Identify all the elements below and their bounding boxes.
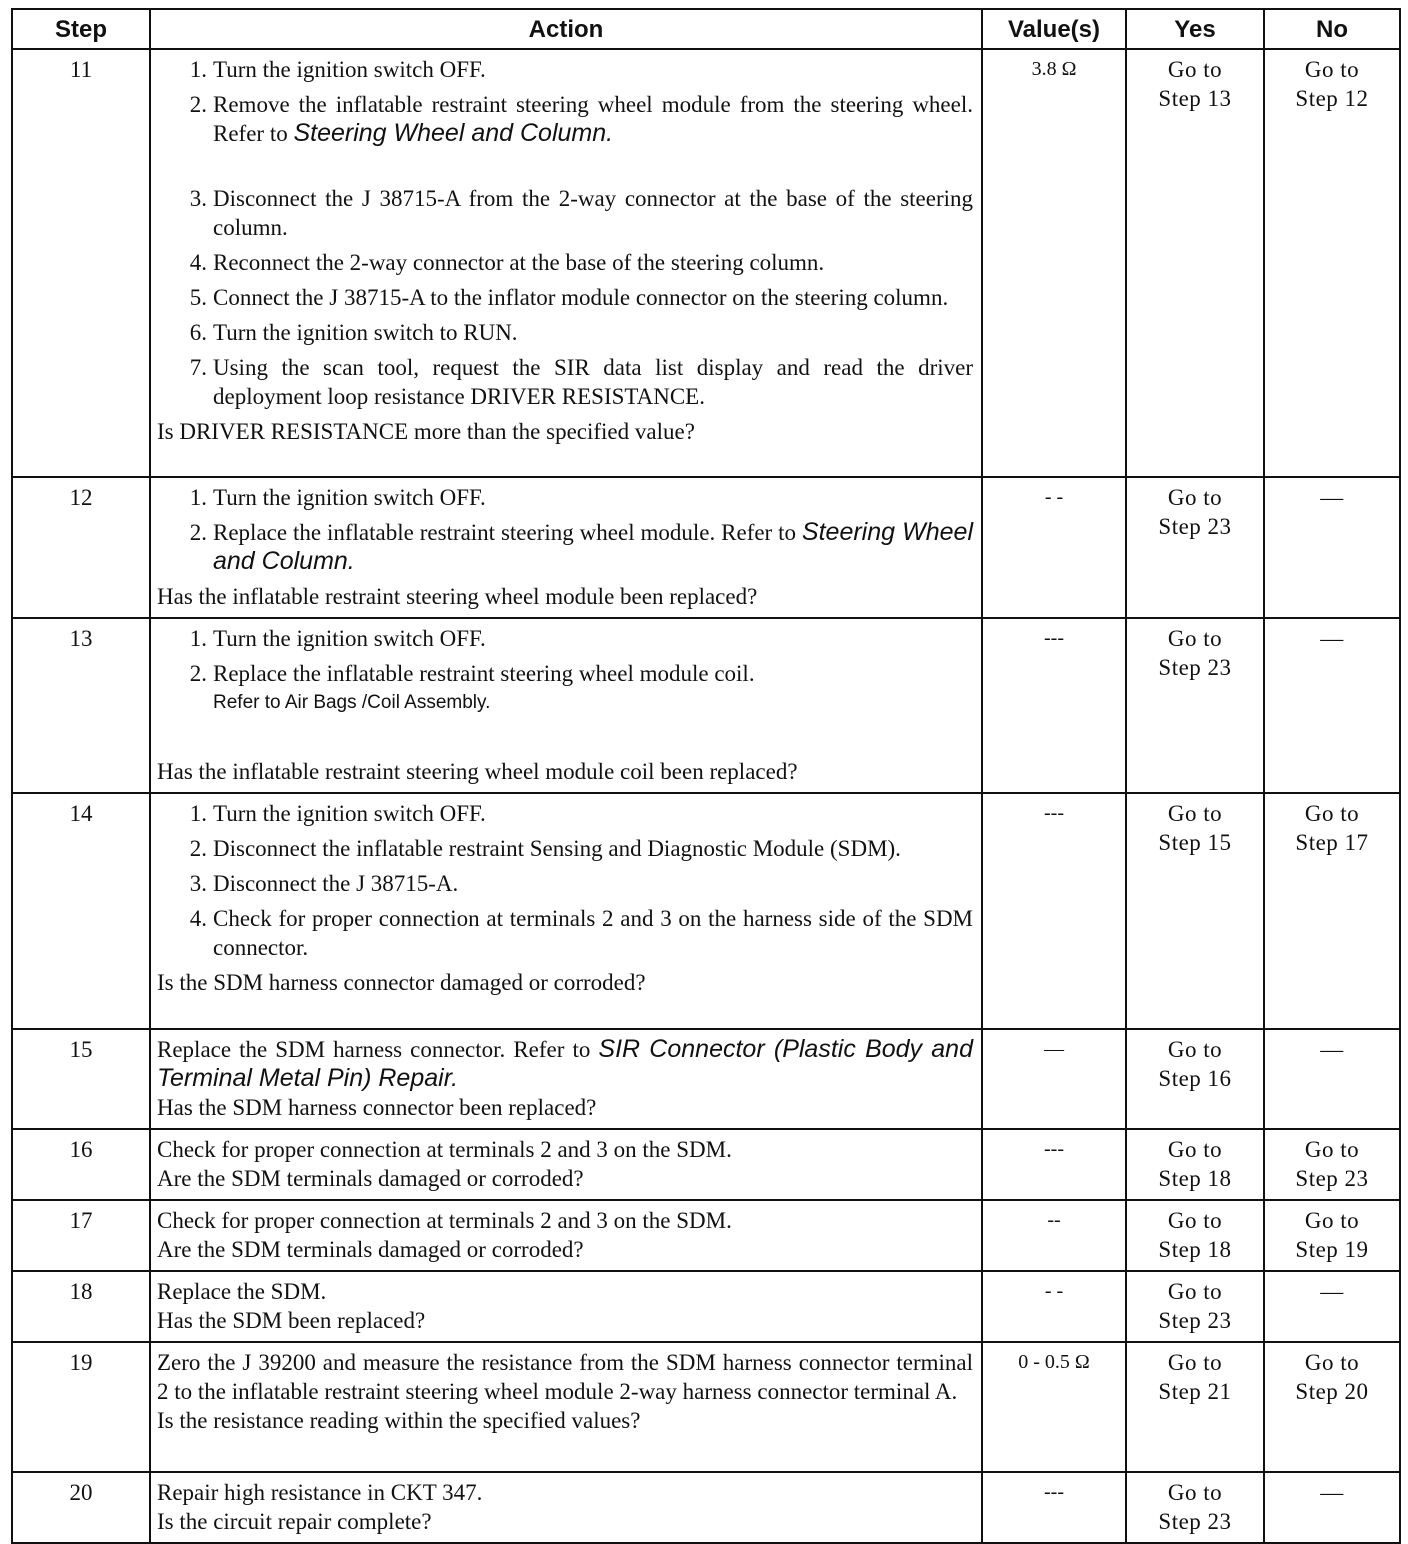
question-text: Are the SDM terminals damaged or corroded? bbox=[157, 1237, 584, 1262]
header-yes: Yes bbox=[1126, 9, 1264, 49]
value-cell: - - bbox=[982, 477, 1126, 618]
value-cell: — bbox=[982, 1029, 1126, 1129]
list-item: 6. Turn the ignition switch to RUN. bbox=[189, 320, 518, 345]
reference-link: SIR Connector (Plastic Body and Terminal Metal Pin) Repair. bbox=[157, 1035, 973, 1092]
yes-cell: Go to Step 16 bbox=[1126, 1029, 1264, 1129]
list-item: 2. Disconnect the inflatable restraint Sensing and Diagnostic Module (SDM). bbox=[189, 836, 901, 861]
action-cell: Replace the SDM. Has the SDM been replaced? bbox=[150, 1271, 982, 1342]
list-item: 1. Turn the ignition switch OFF. bbox=[189, 801, 486, 826]
list-item: 4. Reconnect the 2-way connector at the base of the steering column. bbox=[189, 250, 825, 275]
table-row bbox=[12, 1129, 1400, 1200]
value-cell: - - bbox=[982, 1271, 1126, 1342]
header-action: Action bbox=[150, 9, 982, 49]
diagnostic-table bbox=[11, 8, 1401, 1544]
list-item: 1. Turn the ignition switch OFF. bbox=[189, 485, 486, 510]
action-cell bbox=[150, 793, 982, 1029]
no-cell: Go to Step 19 bbox=[1264, 1200, 1400, 1271]
question-text: Is the resistance reading within the specified values? bbox=[157, 1408, 641, 1433]
step-number: 12 bbox=[12, 477, 150, 618]
action-cell: Repair high resistance in CKT 347. Is the circuit repair complete? bbox=[150, 1472, 982, 1543]
value-cell: 3.8 Ω bbox=[982, 49, 1126, 477]
table-row bbox=[12, 618, 1400, 793]
yes-cell: Go to Step 23 bbox=[1126, 1472, 1264, 1543]
action-cell bbox=[150, 618, 982, 793]
step-number: 18 bbox=[12, 1271, 150, 1342]
reference-link: Refer to Air Bags /Coil Assembly. bbox=[213, 692, 491, 713]
step-number: 16 bbox=[12, 1129, 150, 1200]
value-cell: --- bbox=[982, 1472, 1126, 1543]
question-text: Is the SDM harness connector damaged or corroded? bbox=[157, 970, 646, 995]
action-cell: Check for proper connection at terminals 2 and 3 on the SDM. Are the SDM terminals damaged or corroded? bbox=[150, 1200, 982, 1271]
list-item: 2. Replace the inflatable restraint steering wheel module. Refer to Steering Wheel and Column. bbox=[189, 518, 973, 575]
action-cell bbox=[150, 49, 982, 477]
reference-link: Steering Wheel and Column. bbox=[293, 119, 614, 147]
table-row bbox=[12, 1472, 1400, 1543]
header-step: Step bbox=[12, 9, 150, 49]
action-cell: Replace the SDM harness connector. Refer to SIR Connector (Plastic Body and Terminal Metal Pin) Repair. Has the SDM harness connector been replaced? bbox=[150, 1029, 982, 1129]
header-no: No bbox=[1264, 9, 1400, 49]
list-item: 5. Connect the J 38715-A to the inflator module connector on the steering column. bbox=[189, 285, 949, 310]
action-list bbox=[157, 799, 973, 962]
step-number: 19 bbox=[12, 1342, 150, 1472]
value-cell: 0 - 0.5 Ω bbox=[982, 1342, 1126, 1472]
header-values: Value(s) bbox=[982, 9, 1126, 49]
yes-cell: Go to Step 23 bbox=[1126, 1271, 1264, 1342]
value-cell: -- bbox=[982, 1200, 1126, 1271]
step-number: 17 bbox=[12, 1200, 150, 1271]
action-list bbox=[157, 483, 973, 576]
question-text: Is the circuit repair complete? bbox=[157, 1509, 432, 1534]
reference-link: Steering Wheel and Column. bbox=[213, 518, 973, 575]
list-item: 4. Check for proper connection at terminals 2 and 3 on the harness side of the SDM connector. bbox=[189, 906, 973, 960]
yes-cell: Go to Step 21 bbox=[1126, 1342, 1264, 1472]
action-cell bbox=[150, 477, 982, 618]
value-cell: --- bbox=[982, 618, 1126, 793]
action-list bbox=[157, 624, 973, 751]
question-text: Has the SDM been replaced? bbox=[157, 1308, 426, 1333]
no-cell: — bbox=[1264, 1029, 1400, 1129]
table-row bbox=[12, 1342, 1400, 1472]
table-row bbox=[12, 1271, 1400, 1342]
action-list bbox=[157, 55, 973, 411]
no-cell: Go to Step 23 bbox=[1264, 1129, 1400, 1200]
question-text: Has the inflatable restraint steering wheel module coil been replaced? bbox=[157, 759, 798, 784]
yes-cell: Go to Step 23 bbox=[1126, 477, 1264, 618]
list-item: 7. Using the scan tool, request the SIR data list display and read the driver deployment loop resistance DRIVER RESISTANCE. bbox=[189, 355, 973, 409]
question-text: Has the SDM harness connector been replaced? bbox=[157, 1095, 597, 1120]
list-item: 1. Turn the ignition switch OFF. bbox=[189, 626, 486, 651]
step-number: 15 bbox=[12, 1029, 150, 1129]
table-row bbox=[12, 477, 1400, 618]
table-row bbox=[12, 49, 1400, 477]
step-number: 11 bbox=[12, 49, 150, 477]
header-row bbox=[12, 9, 1400, 49]
no-cell: — bbox=[1264, 1472, 1400, 1543]
step-number: 20 bbox=[12, 1472, 150, 1543]
yes-cell: Go to Step 15 bbox=[1126, 793, 1264, 1029]
table-row bbox=[12, 1200, 1400, 1271]
list-item: 3. Disconnect the J 38715-A. bbox=[189, 871, 459, 896]
value-cell: --- bbox=[982, 1129, 1126, 1200]
question-text: Are the SDM terminals damaged or corroded? bbox=[157, 1166, 584, 1191]
value-cell: --- bbox=[982, 793, 1126, 1029]
yes-cell: Go to Step 23 bbox=[1126, 618, 1264, 793]
table-row bbox=[12, 793, 1400, 1029]
step-number: 13 bbox=[12, 618, 150, 793]
question-text: Is DRIVER RESISTANCE more than the specified value? bbox=[157, 419, 695, 444]
list-item: 3. Disconnect the J 38715-A from the 2-way connector at the base of the steering column. bbox=[189, 186, 973, 240]
yes-cell: Go to Step 18 bbox=[1126, 1200, 1264, 1271]
yes-cell: Go to Step 13 bbox=[1126, 49, 1264, 477]
step-number: 14 bbox=[12, 793, 150, 1029]
no-cell: Go to Step 12 bbox=[1264, 49, 1400, 477]
yes-cell: Go to Step 18 bbox=[1126, 1129, 1264, 1200]
table-row bbox=[12, 1029, 1400, 1129]
no-cell: — bbox=[1264, 477, 1400, 618]
question-text: Has the inflatable restraint steering wheel module been replaced? bbox=[157, 584, 758, 609]
no-cell: Go to Step 20 bbox=[1264, 1342, 1400, 1472]
list-item: 1. Turn the ignition switch OFF. bbox=[189, 57, 486, 82]
no-cell: — bbox=[1264, 1271, 1400, 1342]
no-cell: — bbox=[1264, 618, 1400, 793]
list-item: 2. Remove the inflatable restraint steering wheel module from the steering wheel. Refer to Steering Wheel and Column. bbox=[189, 92, 973, 147]
action-cell: Check for proper connection at terminals 2 and 3 on the SDM. Are the SDM terminals damaged or corroded? bbox=[150, 1129, 982, 1200]
action-cell: Zero the J 39200 and measure the resistance from the SDM harness connector terminal 2 to the inflatable restraint steering wheel module 2-way harness connector terminal A. Is the resistance reading within the specified values? bbox=[150, 1342, 982, 1472]
no-cell: Go to Step 17 bbox=[1264, 793, 1400, 1029]
list-item: 2. Replace the inflatable restraint steering wheel module coil. Refer to Air Bags /Coil Assembly. bbox=[157, 659, 973, 751]
